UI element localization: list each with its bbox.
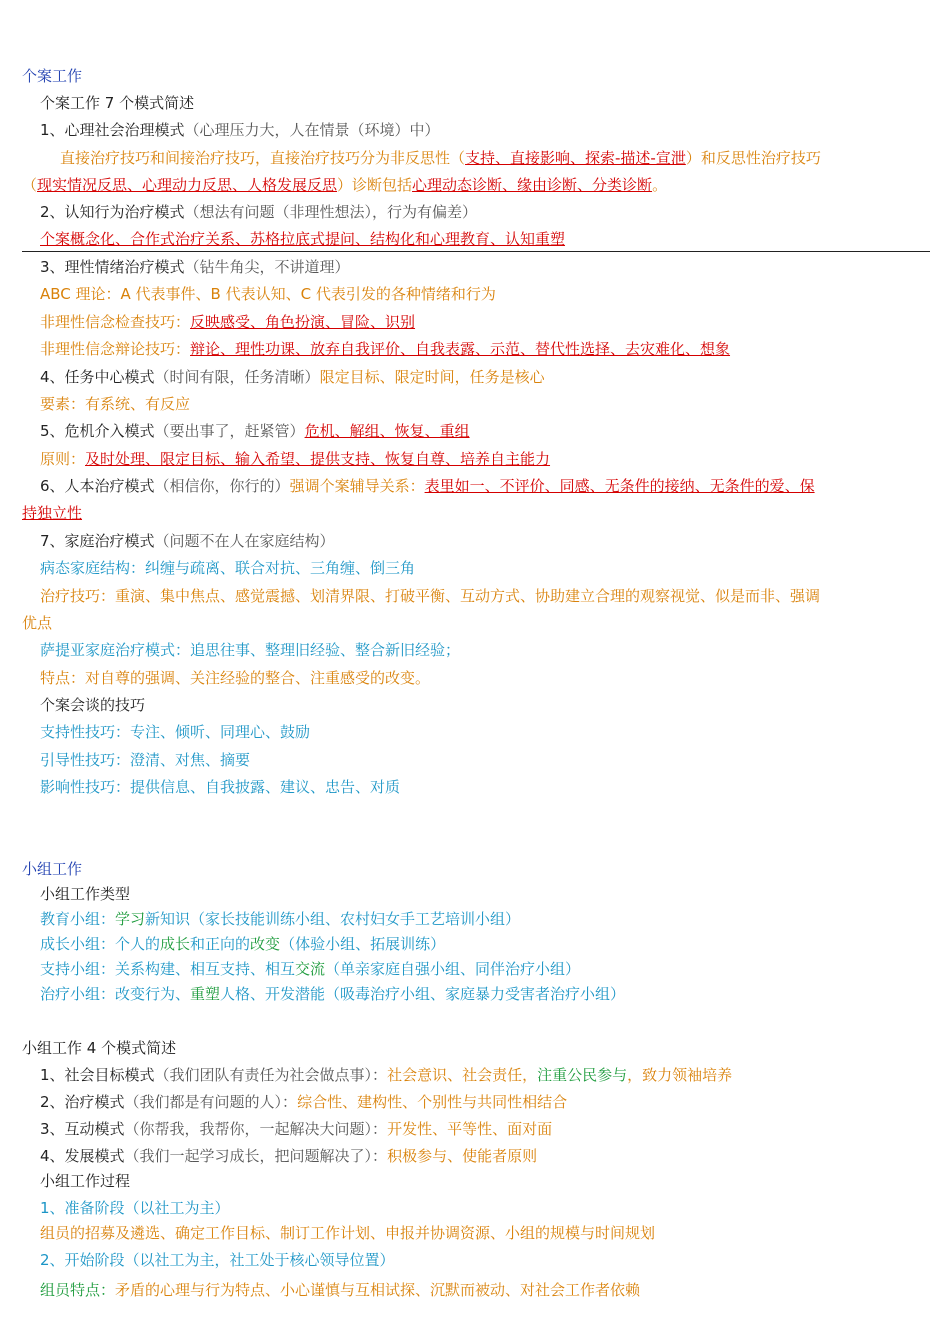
model-7-name: 7、家庭治疗模式: [40, 532, 155, 550]
text: 开发性、平等性、面对面: [387, 1120, 553, 1138]
underlined-text: 表里如一、不评价、同感、无条件的接纳、无条件的爱、保: [424, 477, 815, 495]
model-4: [40, 367, 950, 387]
underlined-text: 支持、直接影响、探索-描述-宣泄: [465, 149, 686, 167]
text: 积极参与、使能者原则: [387, 1147, 538, 1165]
label: 非理性信念检查技巧：: [40, 313, 191, 331]
model-7-note: （问题不在人在家庭结构）: [154, 532, 335, 550]
model-1-note: （心理压力大，人在情景（环境）中）: [184, 121, 440, 139]
model-6-cont: 持独立性: [22, 504, 83, 522]
underlined-text: 及时处理、限定目标、输入希望、提供支持、恢复自尊、培养自主能力: [85, 450, 551, 468]
text: 教育小组：: [40, 910, 116, 928]
underlined-text: 危机、解组、恢复、重组: [304, 422, 470, 440]
group-mode-2: [40, 1092, 950, 1112]
model-3-name: 3、理性情绪治疗模式: [40, 258, 185, 276]
text: ）诊断包括: [337, 176, 413, 194]
irrational-debate: [40, 339, 950, 359]
highlight: 注重公民参与: [537, 1066, 628, 1084]
stage-2-member-traits: [40, 1280, 950, 1300]
name: 2、治疗模式: [40, 1093, 125, 1111]
model-3-note: （钻牛角尖，不讲道理）: [184, 258, 350, 276]
therapy-skills-cont: 优点: [22, 614, 53, 632]
text: 成长小组：个人的: [40, 935, 161, 953]
group-type-education: [40, 909, 950, 929]
text: 治疗小组：改变行为、: [40, 985, 191, 1003]
group-type-growth: [40, 934, 950, 954]
subheading-seven-models: 个案工作 7 个模式简述: [40, 94, 195, 112]
model-2-techniques: 个案概念化、合作式治疗关系、苏格拉底式提问、结构化和心理教育、认知重塑: [40, 230, 566, 248]
text: （单亲家庭自强小组、同伴治疗小组）: [325, 960, 581, 978]
text: 和正向的: [190, 935, 251, 953]
irrational-check: [40, 312, 950, 332]
note: （我们都是有问题的人）：: [124, 1093, 298, 1111]
model-4-note: （时间有限，任务清晰）: [154, 368, 320, 386]
label: 非理性信念辩论技巧：: [40, 340, 191, 358]
model-2-note: （想法有问题（非理性想法），行为有偏差）: [184, 203, 478, 221]
group-mode-3: [40, 1119, 950, 1139]
model-6-name: 6、人本治疗模式: [40, 477, 155, 495]
therapy-skills: 治疗技巧：重演、集中焦点、感觉震撼、划清界限、打破平衡、互动方式、协助建立合理的观察视觉、似是而非、强调: [40, 587, 821, 605]
group-process-heading: 小组工作过程: [40, 1172, 131, 1190]
model-5: [40, 421, 950, 441]
section-title-casework: 个案工作: [22, 67, 83, 85]
note: （我们团队有责任为社会做点事）：: [154, 1066, 388, 1084]
model-4-name: 4、任务中心模式: [40, 368, 155, 386]
abc-theory: ABC 理论：A 代表事件、B 代表认知、C 代表引发的各种情绪和行为: [40, 285, 496, 303]
name: 3、互动模式: [40, 1120, 125, 1138]
guide-skills: 引导性技巧：澄清、对焦、摘要: [40, 751, 251, 769]
note: （你帮我，我帮你，一起解决大问题）：: [124, 1120, 388, 1138]
name: 4、发展模式: [40, 1147, 125, 1165]
text: （体验小组、拓展训练）: [280, 935, 446, 953]
text: 矛盾的心理与行为特点、小心谨慎与互相试探、沉默而被动、对社会工作者依赖: [115, 1281, 641, 1299]
model-2-name: 2、认知行为治疗模式: [40, 203, 185, 221]
model-1: [40, 120, 950, 140]
group-types-heading: 小组工作类型: [40, 885, 131, 903]
stage-2: 2、开始阶段（以社工为主，社工处于核心领导位置）: [40, 1251, 395, 1269]
interview-skills-heading: 个案会谈的技巧: [40, 696, 146, 714]
text: （: [22, 176, 38, 194]
model-3: [40, 257, 950, 277]
underlined-text: 反映感受、角色扮演、冒险、识别: [190, 313, 416, 331]
group-modes-heading: 小组工作 4 个模式简述: [22, 1039, 177, 1057]
text: 新知识（家长技能训练小组、农村妇女手工艺培训小组）: [145, 910, 521, 928]
underlined-text: 现实情况反思、心理动力反思、人格发展反思: [37, 176, 338, 194]
text: ）和反思性治疗技巧: [685, 149, 821, 167]
model-6-note: （相信你，你行的）: [154, 477, 290, 495]
support-skills: 支持性技巧：专注、倾听、同理心、鼓励: [40, 723, 311, 741]
name: 1、社会目标模式: [40, 1066, 155, 1084]
model-5-principles: [40, 449, 950, 469]
satir-features: 特点：对自尊的强调、关注经验的整合、注重感受的改变。: [40, 669, 431, 687]
highlight: 交流: [295, 960, 326, 978]
model-6: [40, 476, 950, 496]
group-mode-1: [40, 1065, 950, 1085]
underlined-text: 辩论、理性功课、放弃自我评价、自我表露、示范、替代性选择、去灾难化、想象: [190, 340, 731, 358]
pathological-family: 病态家庭结构：纠缠与疏离、联合对抗、三角缠、倒三角: [40, 559, 416, 577]
label: 组员特点：: [40, 1281, 116, 1299]
highlight: 成长: [160, 935, 191, 953]
highlight: 重塑: [190, 985, 221, 1003]
stage-1: 1、准备阶段（以社工为主）: [40, 1199, 230, 1217]
stage-1-tasks: 组员的招募及遴选、确定工作目标、制订工作计划、申报并协调资源、小组的规模与时间规划: [40, 1224, 656, 1242]
highlight: 学习: [115, 910, 146, 928]
text: 直接治疗技巧和间接治疗技巧，直接治疗技巧分为非反思性（: [60, 149, 466, 167]
model-1-line-a: [60, 148, 950, 168]
model-6-tail: 强调个案辅导关系：: [289, 477, 425, 495]
model-5-name: 5、危机介入模式: [40, 422, 155, 440]
text: 。: [652, 176, 668, 194]
model-4-elements: 要素：有系统、有反应: [40, 395, 191, 413]
divider: [22, 251, 930, 252]
highlight: 改变: [250, 935, 281, 953]
influence-skills: 影响性技巧：提供信息、自我披露、建议、忠告、对质: [40, 778, 401, 796]
model-7: [40, 531, 950, 551]
text: 支持小组：关系构建、相互支持、相互: [40, 960, 296, 978]
model-1-line-b: [22, 175, 950, 195]
model-2: [40, 202, 950, 222]
label: 原则：: [40, 450, 86, 468]
group-type-support: [40, 959, 950, 979]
group-type-therapy: [40, 984, 950, 1004]
text: 人格、开发潜能（吸毒治疗小组、家庭暴力受害者治疗小组）: [220, 985, 626, 1003]
model-4-tail: 限定目标、限定时间，任务是核心: [319, 368, 545, 386]
note: （我们一起学习成长，把问题解决了）：: [124, 1147, 388, 1165]
underlined-text: 心理动态诊断、缘由诊断、分类诊断: [412, 176, 653, 194]
model-5-note: （要出事了，赶紧管）: [154, 422, 305, 440]
text: 社会意识、社会责任，: [387, 1066, 538, 1084]
group-mode-4: [40, 1146, 950, 1166]
satir-model: 萨提亚家庭治疗模式：追思往事、整理旧经验、整合新旧经验；: [40, 641, 461, 659]
model-1-name: 1、心理社会治理模式: [40, 121, 185, 139]
section-title-groupwork: 小组工作: [22, 860, 83, 878]
text: 综合性、建构性、个别性与共同性相结合: [297, 1093, 568, 1111]
text: ，致力领袖培养: [627, 1066, 733, 1084]
